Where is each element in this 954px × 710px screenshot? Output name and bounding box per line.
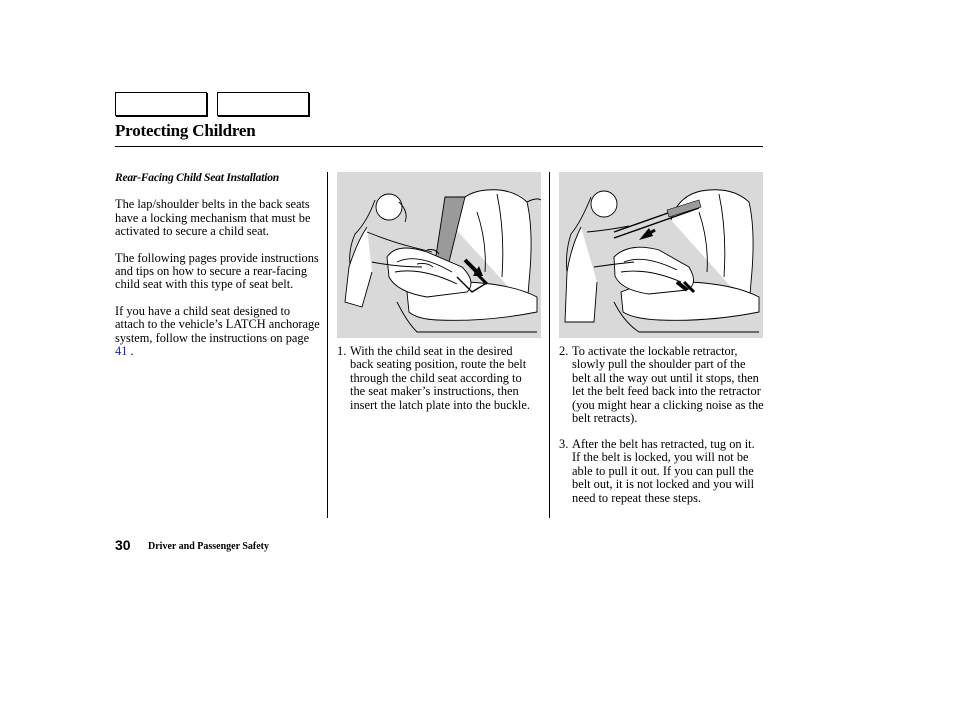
step-text: With the child seat in the desired back seating position, route the belt through the child seat according to the seat maker’s instructions, then insert the latch plate into the buckle. [350,344,530,412]
intro-paragraph-2: The following pages provide instructions and tips on how to secure a rear-facing child seat with this type of seat belt. [115,250,319,292]
latch-text-end: . [127,344,134,359]
pull-belt-drawing [559,172,763,338]
step-2 [559,345,765,425]
intro-paragraph-1: The lap/shoulder belts in the back seats have a locking mechanism that must be activated to secure a child seat. [115,197,311,239]
main-menu-button[interactable] [115,92,207,116]
illustration-pull-belt [559,172,763,338]
step-number: 2. [559,344,569,358]
page-41-link[interactable]: 41 [115,344,128,359]
page-number: 30 [115,537,131,553]
step-number: 1. [337,344,347,358]
section-name: Driver and Passenger Safety [148,541,270,552]
section-subheading: Rear-Facing Child Seat Installation [115,172,279,184]
column-divider-1 [327,172,328,518]
step-number: 3. [559,437,569,451]
intro-column [115,172,320,371]
column-divider-2 [549,172,550,518]
page-title: Protecting Children [115,121,256,140]
intro-paragraph-3 [115,305,320,359]
step-1 [337,345,537,412]
route-belt-drawing [337,172,541,338]
step-3 [559,438,765,505]
illustration-route-belt [337,172,541,338]
step-text: To activate the lockable retractor, slowly pull the shoulder part of the belt all the way out until it stops, then let the belt feed back into the retractor (you might hear a clicking noise as the belt retracts). [572,344,764,426]
latch-text: If you have a child seat designed to attach to the vehicle’s LATCH anchorage system, follow the instructions on page [115,303,320,345]
title-rule [115,146,763,147]
step-text: After the belt has retracted, tug on it. If the belt is locked, you will not be able to pull it out. If you can pull the belt out, it is not locked and you will need to repeat these steps. [572,437,755,505]
index-button[interactable] [217,92,309,116]
